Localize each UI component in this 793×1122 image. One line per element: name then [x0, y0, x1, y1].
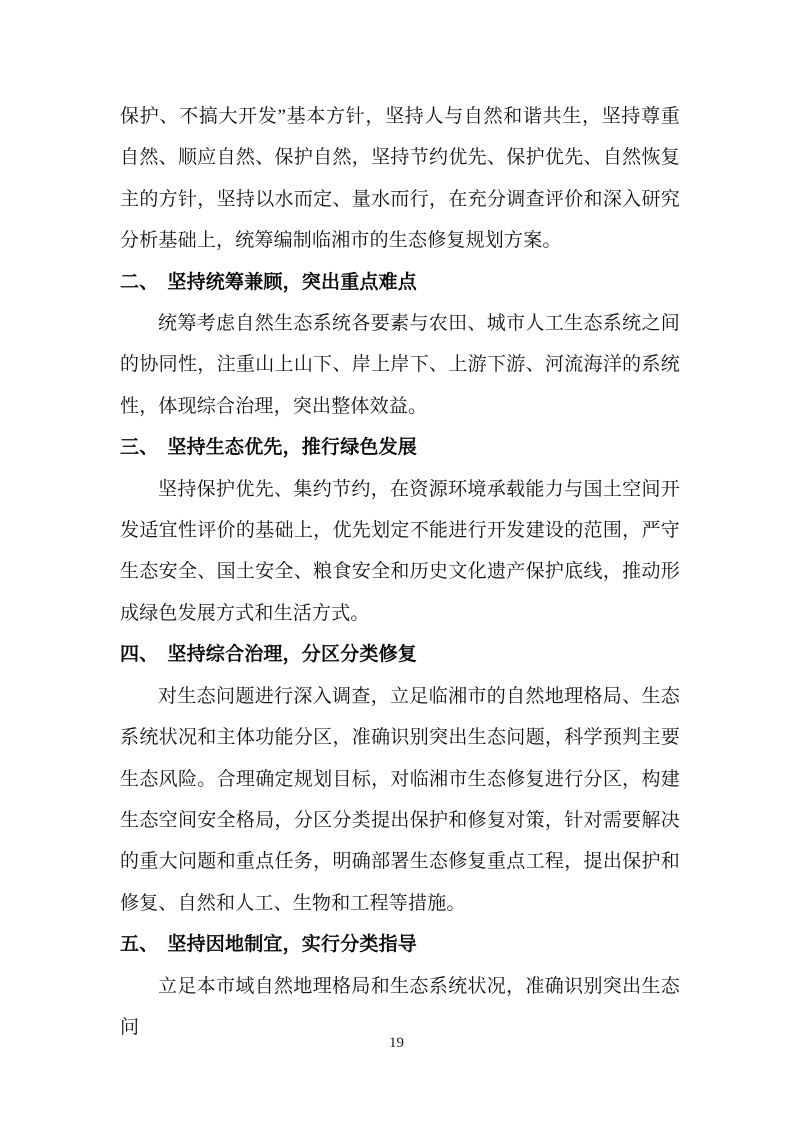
section-heading-2: [120, 262, 680, 303]
paragraph: 立足本市域自然地理格局和生态系统状况，准确识别突出生态问: [120, 975, 680, 1038]
heading-title: 坚持综合治理，分区分类修复: [167, 644, 418, 666]
heading-number: 三、: [120, 437, 159, 459]
paragraph: 坚持保护优先、集约节约，在资源环境承载能力与国土空间开发适宜性评价的基础上，优先划定不能进行开发建设的范围，严守生态安全、国土安全、粮食安全和历史文化遗产保护底线，推动形成绿色发展方式和生活方式。: [120, 478, 680, 624]
section-heading-5: [120, 924, 680, 965]
heading-title: 坚持生态优先，推行绿色发展: [167, 437, 418, 459]
heading-number: 二、: [120, 271, 159, 293]
document-content: [120, 96, 680, 1048]
heading-number: 四、: [120, 644, 159, 666]
section-heading-3: [120, 427, 680, 468]
section-heading-4: [120, 634, 680, 675]
paragraph: 对生态问题进行深入调查，立足临湘市的自然地理格局、生态系统状况和主体功能分区，准确识别突出生态问题，科学预判主要生态风险。合理确定规划目标，对临湘市生态修复进行分区，构建生态空间安全格局，分区分类提出保护和修复对策，针对需要解决的重大问题和重点任务，明确部署生态修复重点工程，提出保护和修复、自然和人工、生物和工程等措施。: [120, 685, 680, 914]
paragraph: 统筹考虑自然生态系统各要素与农田、城市人工生态系统之间的协同性，注重山上山下、岸上岸下、上游下游、河流海洋的系统性，体现综合治理，突出整体效益。: [120, 313, 680, 417]
paragraph-continuation: 保护、不搞大开发”基本方针，坚持人与自然和谐共生，坚持尊重自然、顺应自然、保护自然，坚持节约优先、保护优先、自然恢复主的方针，坚持以水而定、量水而行，在充分调查评价和深入研究分析基础上，统筹编制临湘市的生态修复规划方案。: [120, 106, 680, 252]
page-footer: [0, 1033, 793, 1053]
heading-title: 坚持因地制宜，实行分类指导: [167, 934, 418, 956]
heading-title: 坚持统筹兼顾，突出重点难点: [167, 271, 418, 293]
heading-number: 五、: [120, 934, 159, 956]
page-number: 19: [389, 1035, 404, 1051]
